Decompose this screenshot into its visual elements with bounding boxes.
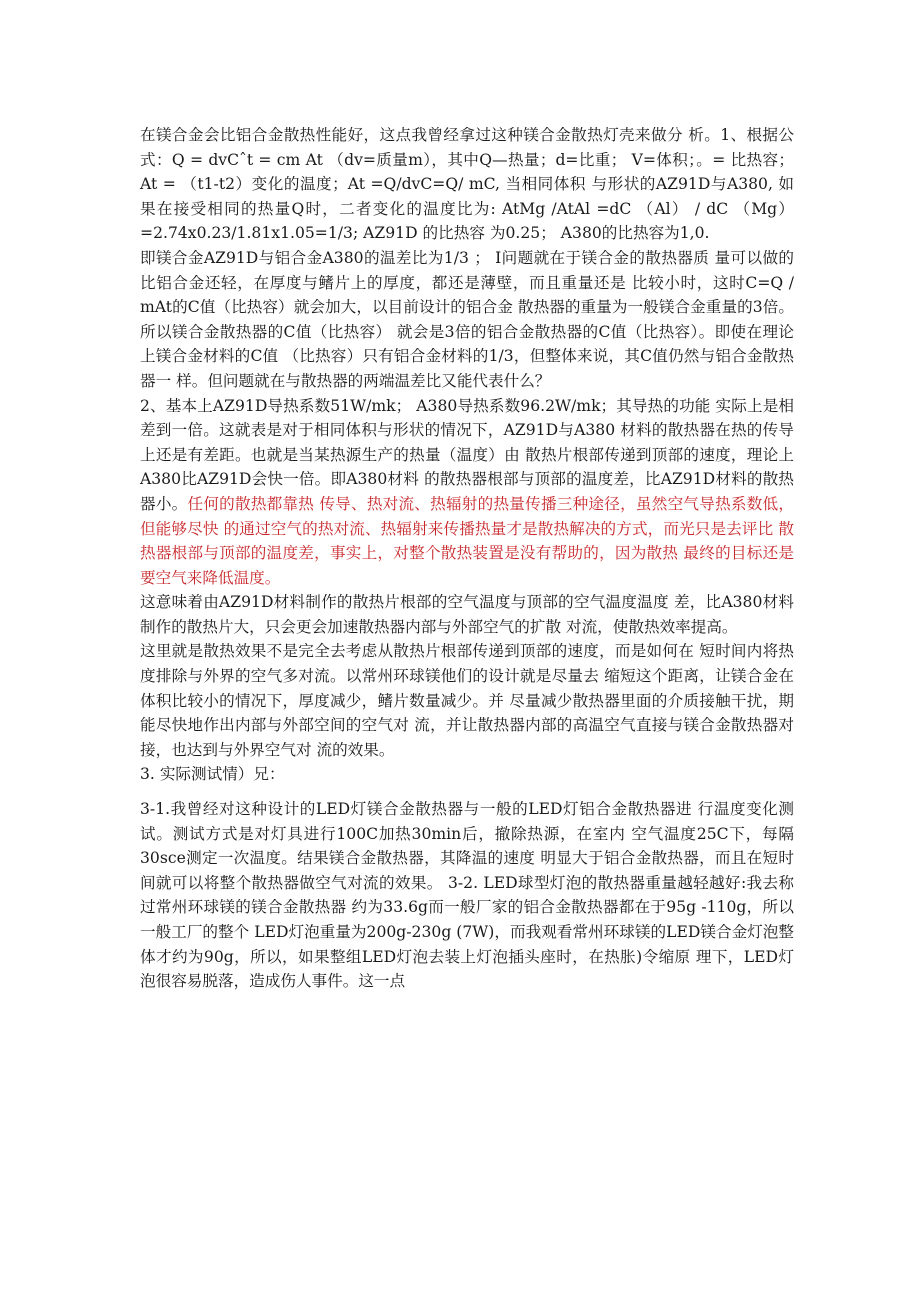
highlighted-text: 任何的散热都靠热 传导、热对流、热辐射的热量传播三种途径，虽然空气导热系数低，但能够尽快 的通过空气的热对流、热辐射来传播热量才是散热解决的方式，而光只是去评比 散热器根部与顶部的温度差，事实上，对整个散热装置是没有帮助的，因为散热 最终的目标还是要空气来降低温度。: [140, 494, 794, 587]
section-heading-testing: 3. 实际测试情）兄：: [140, 765, 285, 784]
paragraph-design-approach: 这里就是散热效果不是完全去考虑从散热片根部传递到顶部的速度，而是如何在 短时间内将热度排除与外界的空气多对流。以常州环球镁他们的设计就是尽量去 缩短这个距离，让镁合金在体积比较小的情况下，厚度减少，鳍片数量减少。并 尽量减少散热器里面的介质接触干扰，期能尽快地作出内部与外部空间的空气对 流，并让散热器内部的高温空气直接与镁合金散热器对接，也达到与外界空气对 流的效果。: [140, 642, 794, 759]
paragraph-temperature-ratio: 即镁合金AZ91D与铝合金A380的温差比为1/3 ； I问题就在于镁合金的散热器质 量可以做的比铝合金还轻，在厚度与鳍片上的厚度，都还是薄壁，而且重量还是 比较小时，这时C=Q / mAt的C值（比热容）就会加大，以目前设计的铝合金 散热器的重量为一般镁合金重量的3倍。所以镁合金散热器的C值（比热容） 就会是3倍的铝合金散热器的C值（比热容）。即使在理论上镁合金材料的C值 （比热容）只有铝合金材料的1/3，但整体来说，其C值仍然与铝合金散热器一 样。但问题就在与散热器的两端温差比又能代表什么？: [140, 248, 794, 390]
paragraph-thermal-conductivity: [140, 394, 794, 591]
spacer: [140, 787, 794, 797]
document-page: [140, 123, 794, 994]
paragraph-air-convection: 这意味着由AZ91D材料制作的散热片根部的空气温度与顶部的空气温度温度 差，比A380材料制作的散热片大，只会更会加速散热器内部与外部空气的扩散 对流，使散热效率提高。: [140, 593, 794, 636]
conductivity-text: 2、基本上AZ91D导热系数51W/mk； A380导热系数96.2W/mk；其导热的功能 实际上是相差到一倍。这就表是对于相同体积与形状的情况下，AZ91D与A380 材料的散热器在热的传导上还是有差距。也就是当某热源生产的热量（温度）由 散热片根部传递到顶部的速度，理论上A380比AZ91D会快一倍。即A380材料 的散热器根部与顶部的温度差，比AZ91D材料的散热器小。: [140, 396, 794, 513]
paragraph-test-results: 3-1.我曾经对这种设计的LED灯镁合金散热器与一般的LED灯铝合金散热器进 行温度变化测试。测试方式是对灯具进行100C加热30min后，撤除热源，在室内 空气温度25C下，每隔30sce测定一次温度。结果镁合金散热器，其降温的速度 明显大于铝合金散热器，而且在短时间就可以将整个散热器做空气对流的效果。 3-2. LED球型灯泡的散热器重量越轻越好:我去称过常州环球镁的镁合金散热器 约为33.6g而一般厂家的铝合金散热器都在于95g -110g，所以一般工厂的整个 LED灯泡重量为200g-230g (7W)，而我观看常州环球镁的LED镁合金灯泡整 体才约为90g，所以，如果整组LED灯泡去装上灯泡插头座时，在热胀)令缩原 理下，LED灯泡很容易脱落，造成伤人事件。这一点: [140, 800, 794, 991]
paragraph-specific-heat: 在镁合金会比铝合金散热性能好，这点我曾经拿过这种镁合金散热灯壳来做分 析。1、根据公式：Q = dvCˆt = cm At （dv=质量m），其中Q—热量；d=比重； V=体积；。= 比热容；At = （t1-t2）变化的温度；At =Q/dvC=Q/ mC, 当相同体积 与形状的AZ91D与A380, 如果在接受相同的热量Q时，二者变化的温度比为: AtMg /AtAl =dC （Al） / dC （Mg） =2.74x0.23/1.81x1.05=1/3; AZ91D 的比热容 为0.25； A380的比热容为1,0.: [140, 126, 794, 243]
